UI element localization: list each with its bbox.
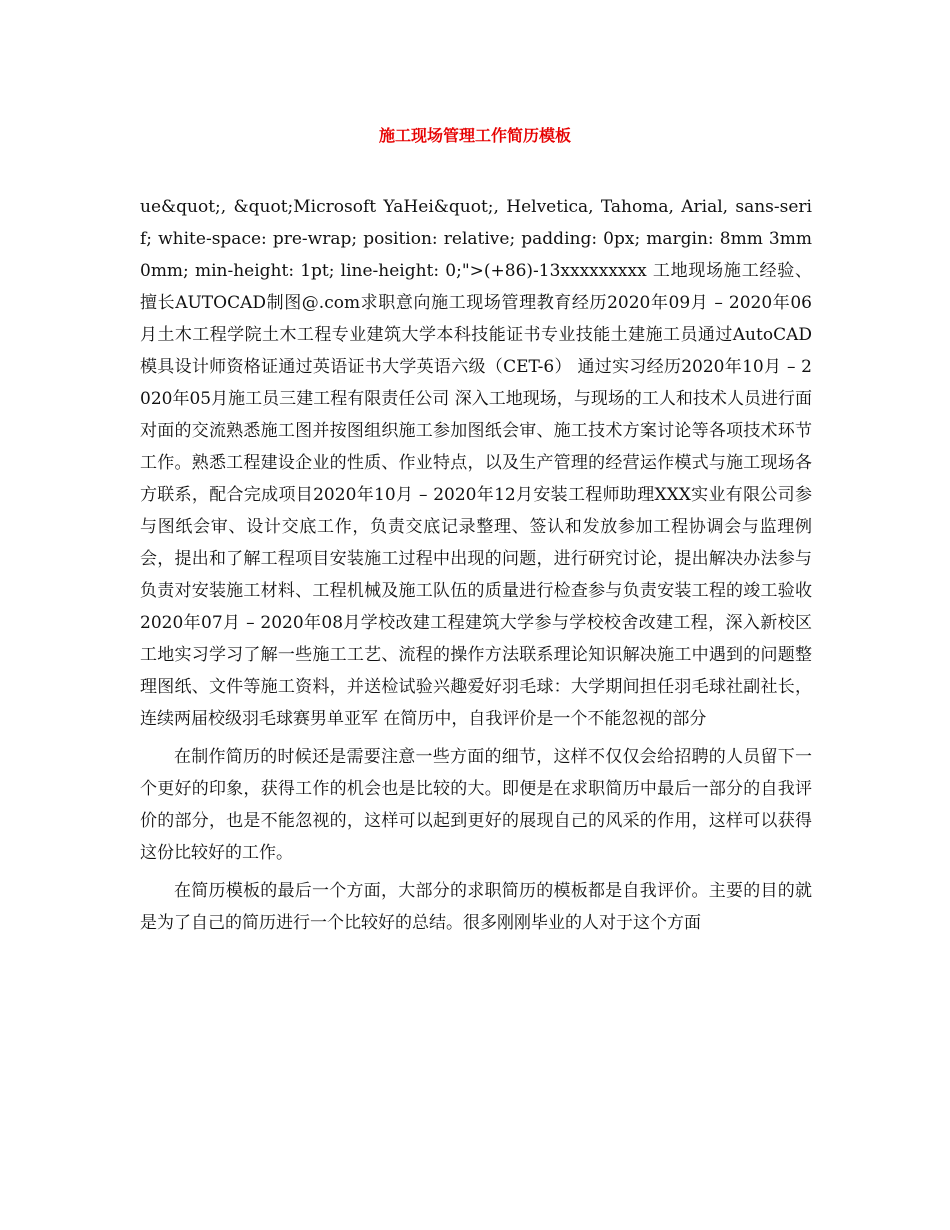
document-title: 施工现场管理工作简历模板 bbox=[378, 126, 571, 145]
paragraph-self-evaluation-tip: 在简历模板的最后一个方面，大部分的求职简历的模板都是自我评价。主要的目的就是为了自己的简历进行一个比较好的总结。很多刚刚毕业的人对于这个方面 bbox=[140, 881, 812, 933]
paragraph-resume-details-tip: 在制作简历的时候还是需要注意一些方面的细节，这样不仅仅会给招聘的人员留下一个更好的印象，获得工作的机会也是比较的大。即便是在求职简历中最后一部分的自我评价的部分，也是不能忽视的，这样可以起到更好的展现自己的风采的作用，这样可以获得这份比较好的工作。 bbox=[140, 747, 812, 863]
document-body bbox=[140, 191, 812, 945]
paragraph-resume-content: ue&quot;, &quot;Microsoft YaHei&quot;, Helvetica, Tahoma, Arial, sans-serif; white-space: pre-wrap; position: relative; padding: 0px; margin: 8mm 3mm 0mm; min-height: 1pt; line-height: 0;">(+86)-13xxxxxxxxx 工地现场施工经验、擅长AUTOCAD制图@.com求职意向施工现场管理教育经历2020年09月 – 2020年06月土木工程学院土木工程专业建筑大学本科技能证书专业技能土建施工员通过AutoCAD模具设计师资格证通过英语证书大学英语六级（CET-6） 通过实习经历2020年10月 – 2020年05月施工员三建工程有限责任公司 深入工地现场，与现场的工人和技术人员进行面对面的交流熟悉施工图并按图组织施工参加图纸会审、施工技术方案讨论等各项技术环节工作。熟悉工程建设企业的性质、作业特点，以及生产管理的经营运作模式与施工现场各方联系，配合完成项目2020年10月 – 2020年12月安装工程师助理XXX实业有限公司参与图纸会审、设计交底工作，负责交底记录整理、签认和发放参加工程协调会与监理例会，提出和了解工程项目安装施工过程中出现的问题，进行研究讨论，提出解决办法参与负责对安装施工材料、工程机械及施工队伍的质量进行检查参与负责安装工程的竣工验收2020年07月 – 2020年08月学校改建工程建筑大学参与学校校舍改建工程，深入新校区工地实习学习了解一些施工工艺、流程的操作方法联系理论知识解决施工中遇到的问题整理图纸、文件等施工资料，并送检试验兴趣爱好羽毛球：大学期间担任羽毛球社副社长，连续两届校级羽毛球赛男单亚军 在简历中，自我评价是一个不能忽视的部分 bbox=[140, 197, 812, 729]
